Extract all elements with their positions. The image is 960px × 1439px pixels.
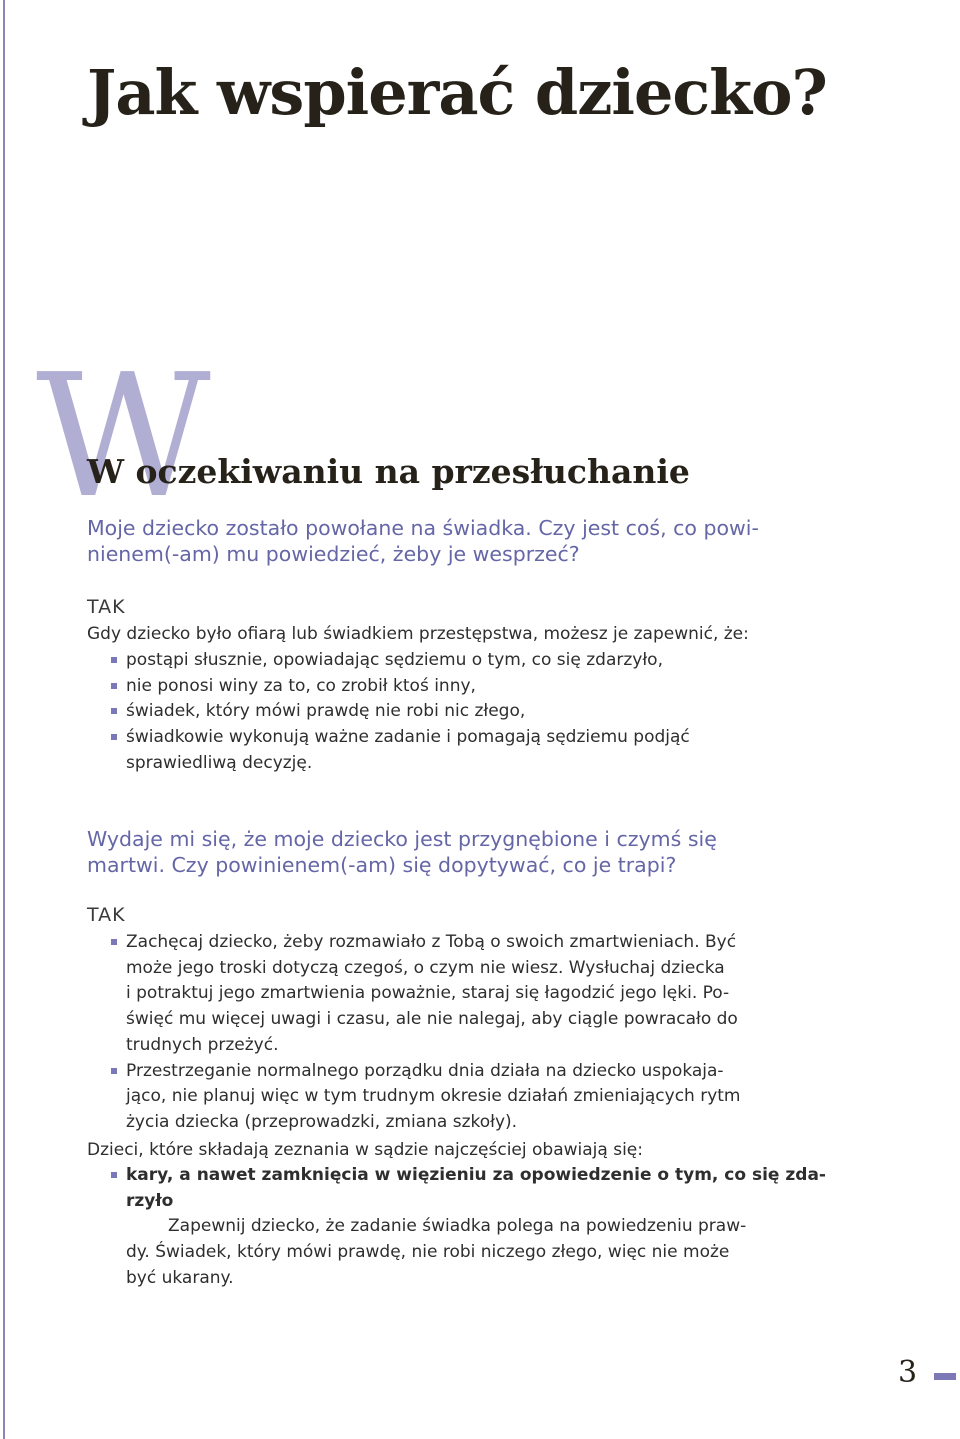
list-item-text: może jego troski dotyczą czegoś, o czym nie wiesz. Wysłuchaj dziecka [126, 957, 725, 978]
list-item-text: Zachęcaj dziecko, żeby rozmawiało z Tobą o swoich zmartwieniach. Być [126, 932, 737, 952]
list-item-text: Przestrzeganie normalnego porządku dnia działa na dziecko uspokaja- [126, 1060, 724, 1081]
fear-body-text: być ukarany. [126, 1267, 234, 1288]
fears-intro: Dzieci, które składają zeznania w sądzie najczęściej obawiają się: [87, 1140, 643, 1160]
decorative-initial: W [36, 338, 201, 536]
fear-body-text: dy. Świadek, który mówi prawdę, nie robi niczego złego, więc nie może [126, 1242, 730, 1263]
list-item-text: i potraktuj jego zmartwienia poważnie, staraj się łagodzić jego lęki. Po- [126, 983, 730, 1004]
advice-list [110, 930, 741, 1136]
answer-intro: Gdy dziecko było ofiarą lub świadkiem przestępstwa, możesz je zapewnić, że: [87, 624, 749, 644]
list-item [110, 1163, 826, 1292]
square-bullet-icon [111, 657, 117, 663]
list-item-text: świadek, który mówi prawdę nie robi nic złego, [126, 701, 526, 722]
list-item-text: życia dziecka (przeprowadzki, zmiana szkoły). [126, 1111, 518, 1132]
fear-heading: rzyło [126, 1190, 174, 1211]
fears-list [110, 1163, 826, 1292]
square-bullet-icon [111, 683, 117, 689]
question-2 [87, 826, 812, 878]
square-bullet-icon [111, 939, 117, 945]
question-line: Wydaje mi się, że moje dziecko jest przygnębione i czymś się [87, 827, 717, 851]
list-item-text: sprawiedliwą decyzję. [126, 752, 313, 773]
question-line: Moje dziecko zostało powołane na świadka. Czy jest coś, co powi- [87, 516, 759, 540]
list-item-text: nie ponosi winy za to, co zrobił ktoś inny, [126, 675, 476, 696]
page-number: 3 [898, 1355, 918, 1390]
list-item [110, 648, 690, 674]
square-bullet-icon [111, 734, 117, 740]
square-bullet-icon [111, 1172, 117, 1178]
page-margin-rule [3, 0, 5, 1439]
list-item-text: jąco, nie planuj więc w tym trudnym okresie działań zmieniających rytm [126, 1086, 741, 1107]
list-item [110, 674, 690, 700]
list-item [110, 699, 690, 725]
list-item-text: świadkowie wykonują ważne zadanie i pomagają sędziemu podjąć [126, 727, 690, 748]
list-item-text: postąpi słusznie, opowiadając sędziemu o tym, co się zdarzyło, [126, 650, 663, 670]
fear-body-text: Zapewnij dziecko, że zadanie świadka polega na powiedzeniu praw- [168, 1216, 747, 1237]
list-item-text: święć mu więcej uwagi i czasu, ale nie nalegaj, aby ciągle powracało do [126, 1009, 738, 1030]
reassurance-list [110, 648, 690, 777]
answer-label: TAK [87, 596, 126, 618]
page-title: Jak wspierać dziecko? [87, 56, 827, 129]
list-item [110, 1059, 741, 1136]
list-item [110, 930, 741, 1059]
question-1 [87, 515, 812, 567]
page-number-marker [934, 1373, 956, 1380]
question-line: nienem(-am) mu powiedzieć, żeby je wesprzeć? [87, 542, 580, 566]
answer-label: TAK [87, 904, 126, 926]
fear-heading: kary, a nawet zamknięcia w więzieniu za opowiedzenie o tym, co się zda- [126, 1165, 826, 1185]
question-line: martwi. Czy powinienem(-am) się dopytywać, co je trapi? [87, 853, 677, 877]
list-item-text: trudnych przeżyć. [126, 1034, 279, 1055]
square-bullet-icon [111, 708, 117, 714]
square-bullet-icon [111, 1068, 117, 1074]
section-heading: W oczekiwaniu na przesłuchanie [87, 452, 690, 491]
list-item [110, 725, 690, 776]
